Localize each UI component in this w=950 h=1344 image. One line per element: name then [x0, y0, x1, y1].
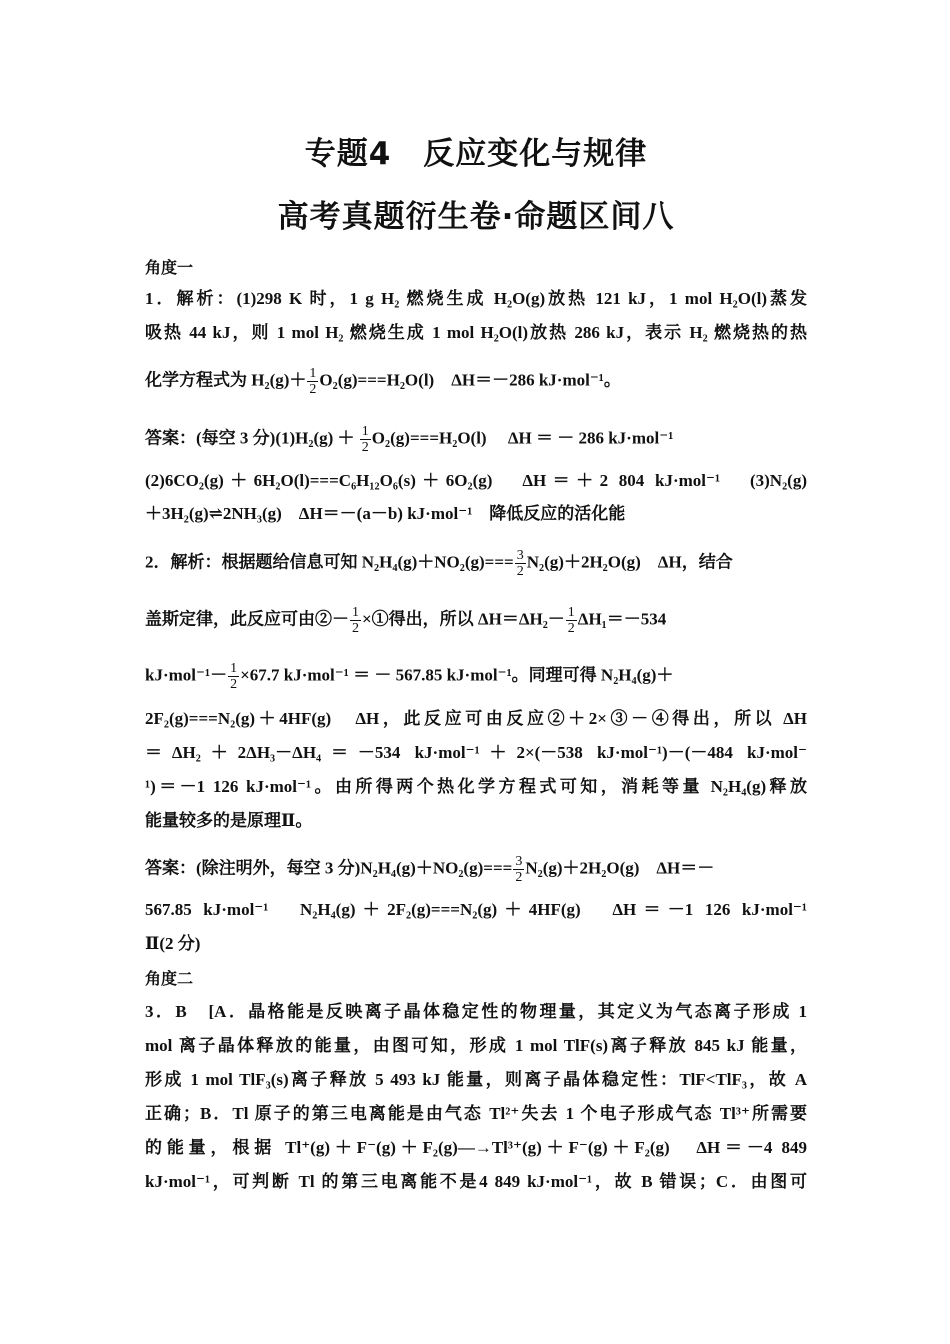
q2-line-6: ¹)＝－1 126 kJ·mol⁻¹。由所得两个热化学方程式可知，消耗等量 N₂H₄(g)释放: [145, 777, 807, 796]
q1-answer-1b: O₂(g)===H₂O(l) ΔH ＝ － 286 kJ·mol⁻¹: [371, 428, 674, 448]
q1-answer-1a: 答案：(每空 3 分)(1)H₂(g) ＋: [145, 428, 359, 448]
q2-answer-1b: N₂(g)＋2H₂O(g) ΔH＝－: [525, 858, 715, 878]
q2-line-1a: 2．解析：根据题给信息可知 N₂H₄(g)＋NO₂(g)===: [145, 552, 514, 572]
fraction-three-halves: $\frac{3}{2}$: [515, 854, 523, 885]
page-subtitle: 高考真题衍生卷·命题区间八: [277, 199, 675, 235]
q1-line-3a: 化学方程式为 H₂(g)＋: [145, 370, 307, 390]
q1-line-1: 1．解析：(1)298 K 时，1 g H₂ 燃烧生成 H₂O(g)放热 121 kJ，1 mol H₂O(l)蒸发: [145, 289, 807, 308]
q2-line-1b: N₂(g)＋2H₂O(g) ΔH，结合: [526, 552, 733, 572]
q2-line-7: 能量较多的是原理Ⅱ。: [145, 811, 313, 830]
q3-line-4: 正确；B．Tl 原子的第三电离能是由气态 Tl²⁺失去 1 个电子形成气态 Tl³⁺所需要: [145, 1104, 807, 1123]
fraction-half: $\frac{1}{2}$: [361, 424, 369, 455]
fraction-half: $\frac{1}{2}$: [352, 605, 359, 636]
fraction-three-halves: $\frac{3}{2}$: [516, 548, 524, 579]
fraction-half: $\frac{1}{2}$: [309, 366, 317, 397]
q2-line-2c: ΔH₁＝－534: [577, 609, 667, 629]
q3-line-3: 形成 1 mol TlF₃(s)离子释放 5 493 kJ 能量，则离子晶体稳定性：TlF<TlF₃，故 A: [145, 1070, 807, 1089]
q2-answer-1a: 答案：(除注明外，每空 3 分)N₂H₄(g)＋NO₂(g)===: [145, 858, 513, 878]
q2-answer-line-3: Ⅱ(2 分): [145, 934, 201, 953]
q1-answer-line-1: [145, 424, 807, 455]
q1-answer-line-2: (2)6CO₂(g)＋6H₂O(l)===C₆H₁₂O₆(s)＋6O₂(g) ΔH＝＋2 804 kJ·mol⁻¹ (3)N₂(g): [145, 471, 807, 490]
section-heading-1: 角度一: [145, 258, 194, 277]
q1-answer-line-3: ＋3H₂(g)⇌2NH₃(g) ΔH＝－(a－b) kJ·mol⁻¹ 降低反应的活化能: [145, 504, 626, 523]
fraction-half: $\frac{1}{2}$: [567, 605, 575, 636]
q1-line-3b: O₂(g)===H₂O(l) ΔH＝－286 kJ·mol⁻¹。: [319, 370, 621, 390]
q2-line-3b: ×67.7 kJ·mol⁻¹ ＝ － 567.85 kJ·mol⁻¹。同理可得 N₂H₄(g)＋: [240, 665, 674, 685]
q2-answer-line-1: [145, 854, 807, 885]
q2-line-2b: ×①得出，所以 ΔH＝ΔH₂－: [362, 609, 565, 629]
q1-line-3: [145, 366, 807, 397]
q3-line-6: kJ·mol⁻¹，可判断 Tl 的第三电离能不是4 849 kJ·mol⁻¹，故 B 错误；C．由图可: [145, 1172, 807, 1191]
q2-line-2a: 盖斯定律，此反应可由②－: [145, 609, 349, 629]
page-title: 专题4 反应变化与规律: [304, 136, 648, 172]
section-heading-2: 角度二: [145, 969, 194, 988]
q2-line-2: [145, 605, 807, 636]
q3-line-2: mol 离子晶体释放的能量，由图可知，形成 1 mol TlF(s)离子释放 845 kJ 能量，: [145, 1036, 807, 1055]
q2-line-1: [145, 548, 807, 579]
q2-line-3: [145, 661, 807, 692]
q3-line-5: 的能量，根据 Tl⁺(g)＋F⁻(g)＋F₂(g)―→Tl³⁺(g)＋F⁻(g)＋F₂(g) ΔH＝－4 849: [145, 1138, 807, 1157]
q2-line-4: 2F₂(g)===N₂(g)＋4HF(g) ΔH，此反应可由反应②＋2×③－④得出，所以 ΔH: [145, 709, 807, 728]
q2-answer-line-2: 567.85 kJ·mol⁻¹ N₂H₄(g)＋2F₂(g)===N₂(g)＋4HF(g) ΔH＝－1 126 kJ·mol⁻¹: [145, 900, 807, 919]
q3-line-1: 3．B [A．晶格能是反映离子晶体稳定性的物理量，其定义为气态离子形成 1: [145, 1002, 807, 1021]
q2-line-5: ＝ΔH₂＋2ΔH₃－ΔH₄＝－534 kJ·mol⁻¹＋2×(－538 kJ·mol⁻¹)－(－484 kJ·mol⁻: [145, 743, 807, 762]
fraction-half: $\frac{1}{2}$: [230, 661, 238, 692]
q2-line-3a: kJ·mol⁻¹－: [145, 665, 228, 685]
q1-line-2: 吸热 44 kJ，则 1 mol H₂ 燃烧生成 1 mol H₂O(l)放热 286 kJ，表示 H₂ 燃烧热的热: [145, 323, 807, 342]
